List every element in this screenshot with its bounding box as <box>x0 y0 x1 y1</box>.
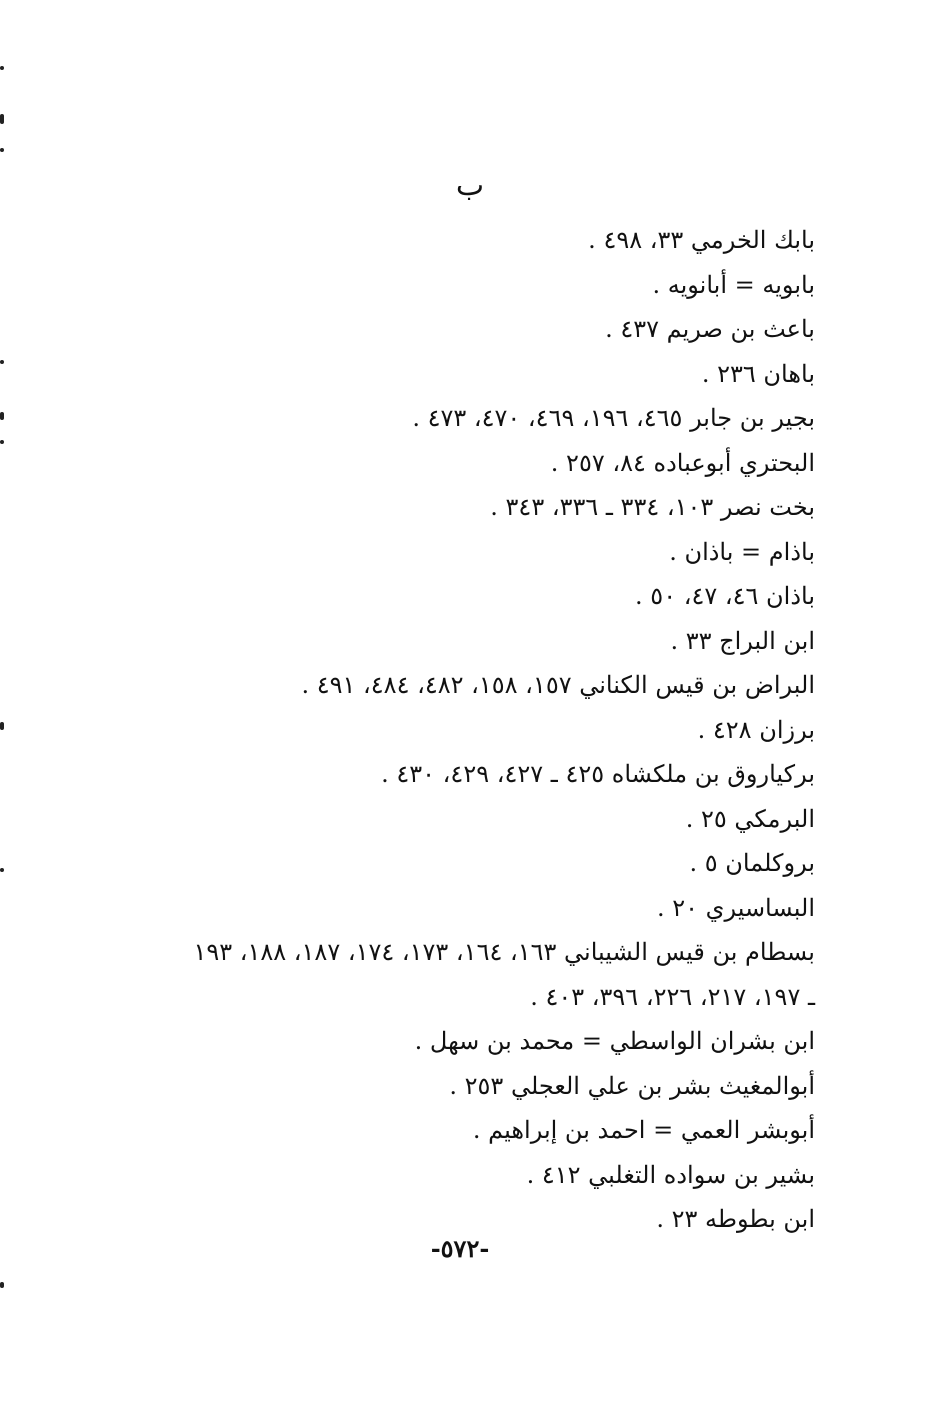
index-entry: البساسيري ٢٠ . <box>657 893 815 922</box>
index-entry: بسطام بن قيس الشيباني ١٦٣، ١٦٤، ١٧٣، ١٧٤، ١٨٧، ١٨٨، ١٩٣ <box>193 938 815 966</box>
scan-edge-mark <box>0 1282 4 1288</box>
index-entry: باعث بن صريم ٤٣٧ . <box>605 315 815 343</box>
index-entry: بركياروق بن ملكشاه ٤٢٥ ـ ٤٢٧، ٤٢٩، ٤٣٠ . <box>381 760 815 788</box>
index-entry: برزان ٤٢٨ . <box>697 715 815 744</box>
index-entry: باهان ٢٣٦ . <box>701 359 815 388</box>
index-entry: باذام = باذان . <box>669 537 815 566</box>
scan-edge-mark <box>0 360 4 364</box>
index-entries-list <box>115 218 815 1242</box>
index-entry: البرمكي ٢٥ . <box>685 804 815 833</box>
index-entry: بروكلمان ٥ . <box>689 849 815 877</box>
index-entry: أبوبشر العمي = احمد بن إبراهيم . <box>472 1116 815 1144</box>
section-letter-heading: ب <box>455 168 485 203</box>
index-entry: البحتري أبوعباده ٨٤، ٢٥٧ . <box>550 448 815 477</box>
page-number: -٥٧٢- <box>430 1234 490 1263</box>
index-entry: ابن البراج ٣٣ . <box>670 626 815 655</box>
index-entry: بخت نصر ١٠٣، ٣٣٤ ـ ٣٣٦، ٣٤٣ . <box>490 493 815 521</box>
index-entry: باذان ٤٦، ٤٧، ٥٠ . <box>635 582 815 610</box>
index-entry: بابك الخرمي ٣٣، ٤٩٨ . <box>588 226 815 254</box>
scan-edge-mark <box>0 66 4 70</box>
scan-edge-mark <box>0 722 4 730</box>
index-entry: ابن بطوطه ٢٣ . <box>656 1205 815 1233</box>
scan-edge-mark <box>0 412 4 420</box>
scan-edge-mark <box>0 114 4 124</box>
scan-edge-mark <box>0 148 4 152</box>
index-entry: البراض بن قيس الكناني ١٥٧، ١٥٨، ٤٨٢، ٤٨٤، ٤٩١ . <box>301 671 815 699</box>
index-entry: أبوالمغيث بشر بن علي العجلي ٢٥٣ . <box>449 1071 815 1100</box>
index-entry: بابويه = أبانويه . <box>652 270 815 299</box>
scan-edge-mark <box>0 868 4 872</box>
index-entry: ابن بشران الواسطي = محمد بن سهل . <box>414 1027 815 1055</box>
scan-edge-mark <box>0 440 4 444</box>
index-entry: بجير بن جابر ٤٦٥، ١٩٦، ٤٦٩، ٤٧٠، ٤٧٣ . <box>412 404 815 432</box>
index-entry: بشير بن سواده التغلبي ٤١٢ . <box>526 1160 815 1189</box>
index-entry-continuation: ـ ١٩٧، ٢١٧، ٢٢٦، ٣٩٦، ٤٠٣ . <box>530 982 815 1011</box>
